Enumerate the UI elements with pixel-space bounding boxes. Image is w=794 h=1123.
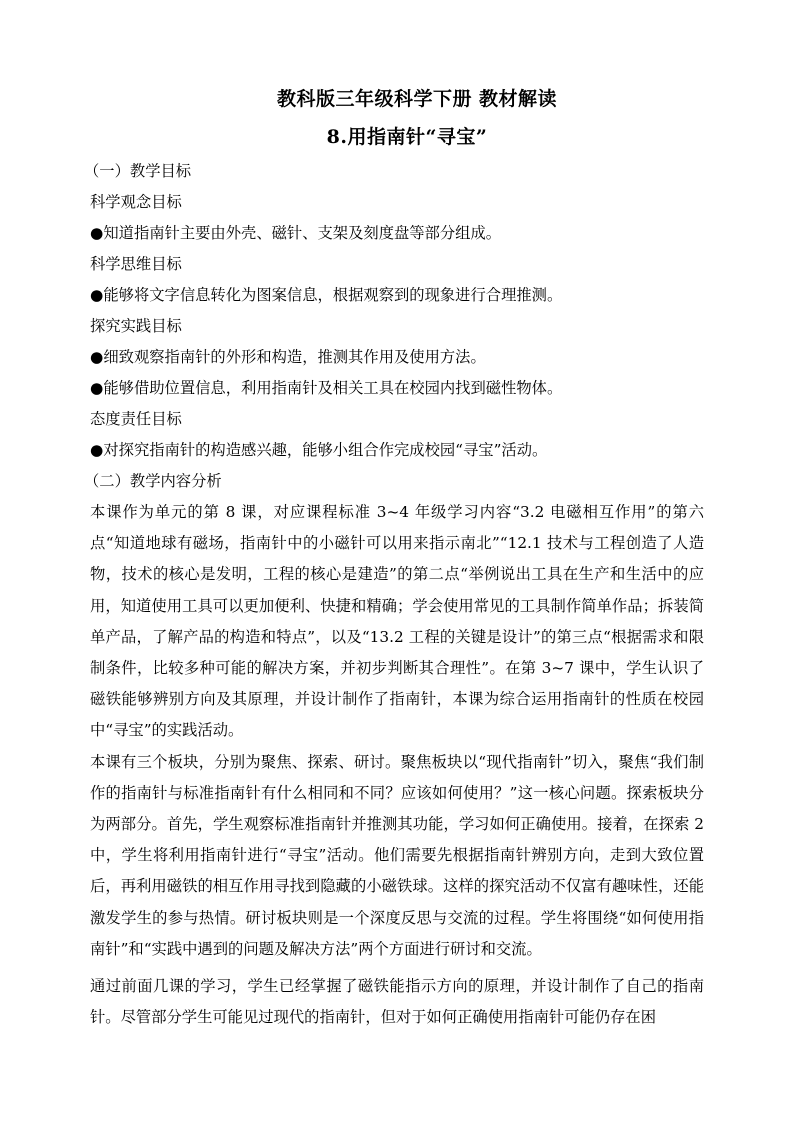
content-paragraph: 本课作为单元的第 8 课，对应课程标准 3~4 年级学习内容“3.2 电磁相互作用”的第六点“知道地球有磁场，指南针中的小磁针可以用来指示南北”“12.1 技术与工程创造了人造物，技术的核心是发明，工程的核心是建造”的第二点“举例说出工具在生产和生活中的应用，知道使用工具可以更加便利、快捷和精确；学会使用常见的工具制作简单作品；拆装简单产品，了解产品的构造和特点”，以及“13.2 工程的关键是设计”的第三点“根据需求和限制条件，比较多种可能的解决方案，并初步判断其合理性”。在第 3~7 课中，学生认识了磁铁能够辨别方向及其原理，并设计制作了指南针，本课为综合运用指南针的性质在校园中“寻宝”的实践活动。	[90, 503, 704, 740]
goal-item: ●知道指南针主要由外壳、磁针、支架及刻度盘等部分组成。	[90, 224, 502, 242]
lesson-title: 8.用指南针“寻宝”	[326, 126, 488, 148]
goal-label-thinking: 科学思维目标	[90, 255, 182, 273]
goal-item: ●细致观察指南针的外形和构造，推测其作用及使用方法。	[90, 348, 486, 366]
section-heading-goals: （一）教学目标	[84, 162, 192, 180]
goal-item: ●能够将文字信息转化为图案信息，根据观察到的现象进行合理推测。	[90, 286, 563, 304]
goal-item: ●能够借助位置信息，利用指南针及相关工具在校园内找到磁性物体。	[90, 379, 563, 397]
document-title: 教科版三年级科学下册 教材解读	[276, 88, 558, 110]
content-paragraph: 通过前面几课的学习，学生已经掌握了磁铁能指示方向的原理，并设计制作了自己的指南针。尽管部分学生可能见过现代的指南针，但对于如何正确使用指南针可能仍存在困	[90, 977, 704, 1027]
document-page	[84, 84, 704, 1033]
goal-label-concept: 科学观念目标	[90, 193, 182, 211]
goal-label-practice: 探究实践目标	[90, 317, 182, 335]
section-heading-content: （二）教学内容分析	[84, 472, 222, 490]
goal-label-attitude: 态度责任目标	[90, 410, 182, 428]
goal-item: ●对探究指南针的构造感兴趣，能够小组合作完成校园“寻宝”活动。	[90, 441, 548, 459]
content-paragraph: 本课有三个板块，分别为聚焦、探索、研讨。聚焦板块以“现代指南针”切入，聚焦“我们制作的指南针与标准指南针有什么相同和不同？应该如何使用？”这一核心问题。探索板块分为两部分。首先，学生观察标准指南针并推测其功能，学习如何正确使用。接着，在探索 2 中，学生将利用指南针进行“寻宝”活动。他们需要先根据指南针辨别方向，走到大致位置后，再利用磁铁的相互作用寻找到隐藏的小磁铁球。这样的探究活动不仅富有趣味性，还能激发学生的参与热情。研讨板块则是一个深度反思与交流的过程。学生将围绕“如何使用指南针”和“实践中遇到的问题及解决方法”两个方面进行研讨和交流。	[90, 752, 704, 958]
